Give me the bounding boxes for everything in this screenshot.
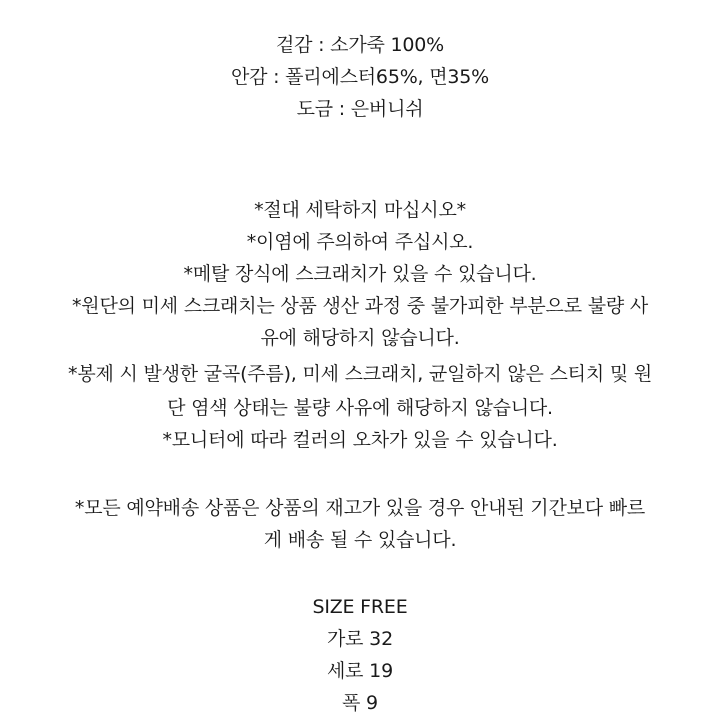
care-note: *절대 세탁하지 마십시오*	[254, 199, 466, 221]
size-width: 가로 32	[327, 628, 393, 650]
material-lining: 안감 : 폴리에스터65%, 면35%	[230, 66, 490, 88]
size-depth: 폭 9	[342, 692, 378, 714]
care-note: 유에 해당하지 않습니다.	[260, 327, 460, 349]
shipping-note: *모든 예약배송 상품은 상품의 재고가 있을 경우 안내된 기간보다 빠르	[74, 497, 646, 519]
care-note: *원단의 미세 스크래치는 상품 생산 과정 중 불가피한 부분으로 불량 사	[71, 295, 648, 317]
care-note: *이염에 주의하여 주십시오.	[246, 231, 474, 253]
material-plating: 도금 : 은버니쉬	[296, 98, 424, 120]
care-note: *봉제 시 발생한 굴곡(주름), 미세 스크래치, 균일하지 않은 스티치 및 원	[68, 363, 652, 385]
shipping-note: 게 배송 될 수 있습니다.	[263, 529, 457, 551]
size-height: 세로 19	[327, 660, 393, 682]
size-label: SIZE FREE	[312, 596, 408, 618]
material-outer: 겉감 : 소가죽 100%	[275, 34, 444, 56]
care-note: *모니터에 따라 컬러의 오차가 있을 수 있습니다.	[162, 429, 558, 451]
care-note: 단 염색 상태는 불량 사유에 해당하지 않습니다.	[167, 397, 553, 419]
care-note: *메탈 장식에 스크래치가 있을 수 있습니다.	[183, 263, 537, 285]
